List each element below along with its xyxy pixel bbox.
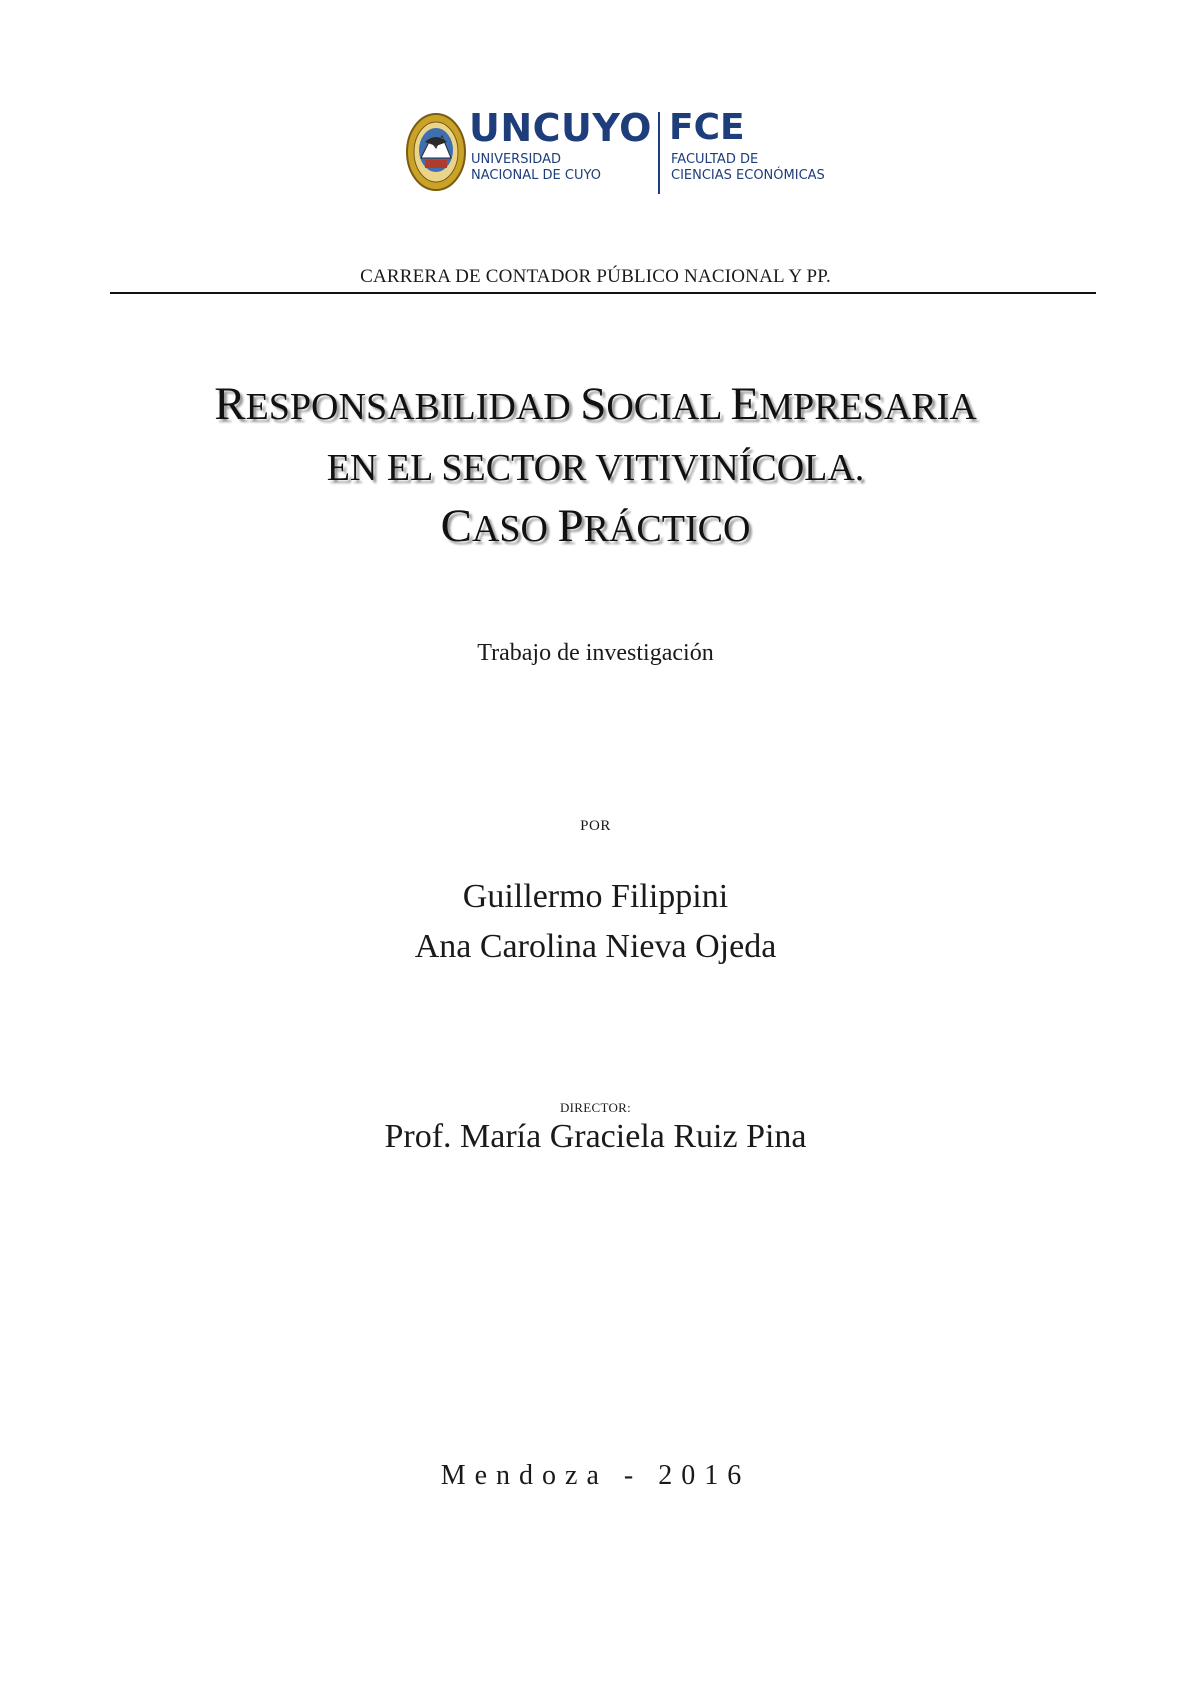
- university-seal-icon: [405, 112, 467, 192]
- director-name: Prof. María Graciela Ruiz Pina: [384, 1118, 807, 1155]
- director-label: DIRECTOR:: [559, 1100, 632, 1115]
- uncuyo-wordmark: UNCUYO: [469, 106, 652, 150]
- fce-wordmark: FCE: [669, 107, 745, 148]
- title-line-1: RESPONSABILIDAD SOCIAL EMPRESARIA: [214, 378, 977, 430]
- career-heading: CARRERA DE CONTADOR PÚBLICO NACIONAL Y PP.: [360, 266, 831, 287]
- author-name: Ana Carolina Nieva Ojeda: [414, 928, 777, 965]
- faculty-name-line2: CIENCIAS ECONÓMICAS: [671, 168, 825, 183]
- place-and-year: Mendoza - 2016: [440, 1460, 751, 1491]
- author-name: Guillermo Filippini: [462, 878, 729, 915]
- university-name-line2: NACIONAL DE CUYO: [471, 168, 601, 183]
- title-line-2: EN EL SECTOR VITIVINÍCOLA.: [326, 447, 865, 489]
- logo-divider: [658, 112, 660, 194]
- title-line-3: CASO PRÁCTICO: [440, 500, 751, 552]
- faculty-name-line1: FACULTAD DE: [671, 152, 759, 167]
- header-rule: [110, 292, 1096, 294]
- by-label: POR: [580, 818, 611, 834]
- document-subtitle: Trabajo de investigación: [477, 640, 714, 666]
- university-logo: [405, 108, 845, 194]
- document-title: [0, 375, 1191, 558]
- university-name-line1: UNIVERSIDAD: [471, 152, 561, 167]
